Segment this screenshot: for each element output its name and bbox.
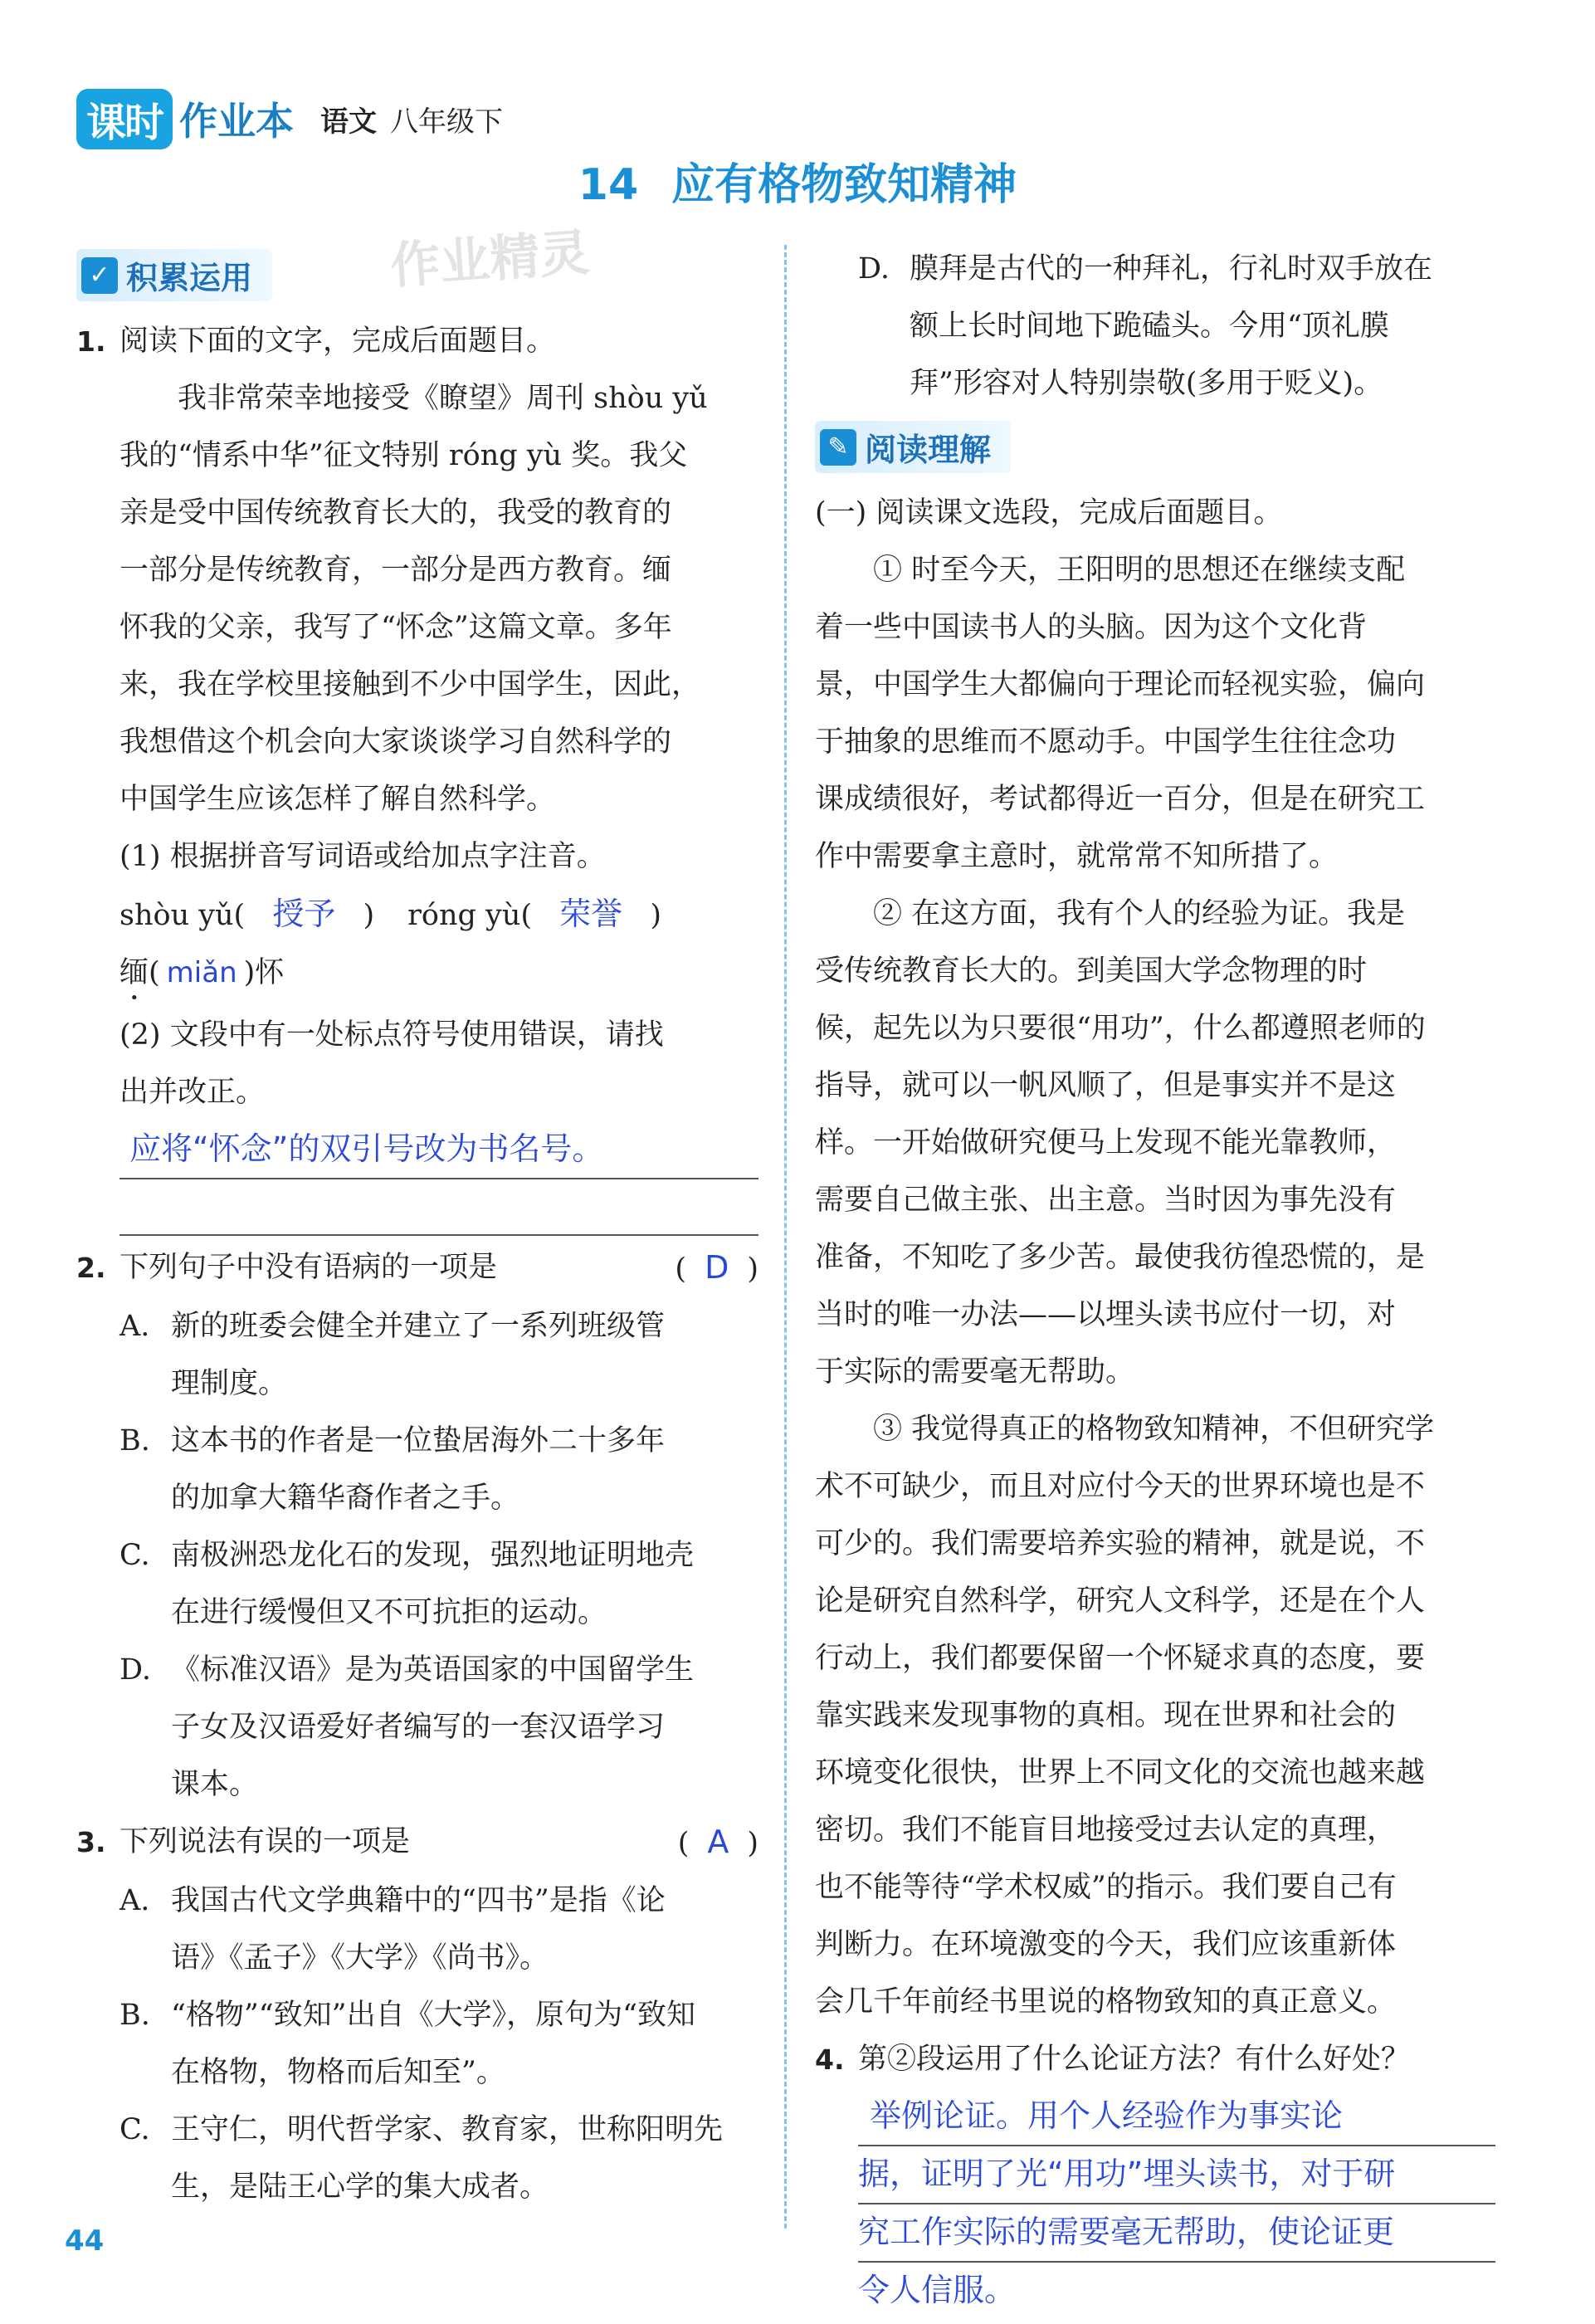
logo-box: 课时 [76,89,173,149]
q1-passage [120,370,758,828]
passage-line: 来，我在学校里接触到不少中国学生，因此， [120,668,701,701]
option-label: A. [120,1310,150,1343]
paragraph-line: 靠实践来发现事物的真相。现在世界和社会的 [815,1699,1397,1732]
question-prompt: 第②段运用了什么论证方法？有什么好处？ [858,2043,1411,2076]
part-title: (一) 阅读课文选段，完成后面题目。 [815,496,1283,530]
question-prompt: 阅读下面的文字，完成后面题目。 [120,325,556,358]
option-text [171,1872,758,1987]
watermark: 作业精灵 [388,223,592,296]
option-line: 的加拿大籍华裔作者之手。 [171,1482,520,1515]
paragraph-line: ① 时至今天，王阳明的思想还在继续支配 [873,554,1406,587]
option-label: B. [120,1424,150,1457]
question-prompt [120,1239,758,1298]
option-text [171,1298,758,1413]
option-text [171,1527,758,1642]
char-pinyin-item [120,945,758,1007]
option-line: 在进行缓慢但又不可抗拒的运动。 [171,1596,607,1629]
option-text [171,1987,758,2102]
header-grade: 八年级下 [390,105,504,139]
question-number: 2. [76,1252,106,1284]
option-label: B. [120,1999,150,2032]
handwritten-answer: 举例论证。用个人经验作为事实论 [870,2097,1344,2134]
question-prompt [120,1814,758,1872]
option-line: 《标准汉语》是为英语国家的中国留学生 [171,1653,695,1687]
open-paren: ( [675,1252,687,1286]
option-line: 拜”形容对人特别崇敬(多用于贬义)。 [910,367,1383,400]
lesson-number: 14 [578,160,639,210]
answer-paren [675,1239,758,1298]
question-4 [815,2031,1495,2088]
option-a [120,1298,758,1413]
passage-line: 亲是受中国传统教育长大的，我受的教育的 [120,496,672,530]
question-1 [76,313,758,370]
dotted-char: 缅 [120,956,149,989]
pinyin-item-1 [120,886,374,945]
passage-line: 我想借这个机会向大家谈谈学习自然科学的 [120,725,672,759]
q4-answer [858,2088,1495,2324]
option-d [858,241,1495,413]
lesson-title [0,149,1595,212]
prompt-text: 下列说法有误的一项是 [120,1825,411,1858]
option-line: 生，是陆王心学的集大成者。 [171,2170,549,2204]
question-number: 1. [76,325,106,358]
option-b [120,1987,758,2102]
paragraph-line: 受传统教育长大的。到美国大学念物理的时 [815,954,1368,988]
paragraph-line: 会几千年前经书里说的格物致知的真正意义。 [815,1985,1397,2019]
paragraph-line: 准备，不知吃了多少苦。最使我彷徨恐慌的，是 [815,1241,1426,1274]
option-text [910,241,1495,413]
answer-line [858,2204,1495,2263]
handwritten-answer: 令人信服。 [858,2272,1017,2308]
handwritten-answer: 究工作实际的需要毫无帮助，使论证更 [858,2214,1395,2250]
lesson-name: 应有格物致知精神 [671,160,1017,210]
option-line: 子女及汉语爱好者编写的一套汉语学习 [171,1711,666,1744]
option-line: 我国古代文学典籍中的“四书”是指《论 [171,1884,666,1917]
paragraph-line: 也不能等待“学术权威”的指示。我们要自己有 [815,1871,1397,1904]
passage-line: 我非常荣幸地接受《瞭望》周刊 shòu yǔ [178,382,708,415]
handwritten-answer: 应将“怀念”的双引号改为书名号。 [129,1130,604,1167]
pencil-icon: ✎ [820,429,856,466]
column-divider [784,245,787,2229]
option-label: A. [120,1884,150,1917]
option-label: C. [120,1539,150,1572]
answer-line [120,1121,758,1179]
open-paren: ( [677,1827,690,1860]
pinyin-label: shòu yǔ( [120,899,246,932]
header-subject: 语文 [320,105,378,139]
blank-answer-line [120,1179,758,1236]
option-a [120,1872,758,1987]
paragraph-line: 指导，就可以一帆风顺了，但是事实并不是这 [815,1069,1397,1102]
option-d [120,1642,758,1814]
q1-sub2-line: 出并改正。 [120,1076,266,1109]
option-label: D. [120,1653,151,1687]
option-text [171,1413,758,1527]
pinyin-answers [120,886,758,945]
passage-line: 一部分是传统教育，一部分是西方教育。缅 [120,554,672,587]
paragraph-line: ② 在这方面，我有个人的经验为证。我是 [873,897,1406,930]
close-paren: ) [747,1827,758,1860]
handwritten-answer: 授予 [272,896,336,932]
open-paren: ( [149,956,160,989]
option-line: 在格物，物格而后知至”。 [171,2056,505,2089]
option-label: D. [858,252,890,286]
paragraph-line: 着一些中国读书人的头脑。因为这个文化背 [815,611,1368,644]
option-line: 王守仁，明代哲学家、教育家，世称阳明先 [171,2113,724,2146]
paragraph-1 [815,542,1495,886]
pinyin-label: róng yù( [407,899,533,932]
paragraph-line: 景，中国学生大都偏向于理论而轻视实验，偏向 [815,668,1426,701]
option-line: 课本。 [171,1768,259,1801]
q1-sub1: (1) 根据拼音写词语或给加点字注音。 [120,840,606,873]
question-2 [76,1239,758,1298]
option-line: 膜拜是古代的一种拜礼，行礼时双手放在 [910,252,1433,286]
answer-line [858,2263,1495,2324]
prompt-text: 下列句子中没有语病的一项是 [120,1251,498,1284]
answer-line [858,2146,1495,2204]
handwritten-answer: 荣誉 [559,896,623,932]
option-text [171,1642,758,1814]
paragraph-line: 论是研究自然科学，研究人文科学，还是在个人 [815,1584,1426,1618]
option-text [171,2102,758,2216]
paragraph-line: 密切。我们不能盲目地接受过去认定的真理， [815,1814,1397,1847]
page-number: 44 [65,2224,105,2258]
paragraph-line: 行动上，我们都要保留一个怀疑求真的态度，要 [815,1642,1426,1675]
paragraph-line: 当时的唯一办法——以埋头读书应付一切，对 [815,1298,1397,1331]
passage-line: 我的“情系中华”征文特别 róng yù 奖。我父 [120,439,688,472]
option-line: 额上长时间地下跪磕头。今用“顶礼膜 [910,310,1389,343]
option-line: 理制度。 [171,1367,288,1400]
paragraph-line: 于抽象的思维而不愿动手。中国学生往往念功 [815,725,1397,759]
passage-line: 中国学生应该怎样了解自然科学。 [120,783,556,816]
close-paren: ) [363,899,375,932]
left-column [76,241,758,2216]
handwritten-answer: miǎn [166,956,237,989]
question-number: 3. [76,1826,106,1858]
passage-line: 怀我的父亲，我写了“怀念”这篇文章。多年 [120,611,672,644]
pinyin-item-2 [407,886,661,945]
paragraph-line: 需要自己做主张、出主意。当时因为事先没有 [815,1184,1397,1217]
paragraph-line: 候，起先以为只要很“用功”，什么都遵照老师的 [815,1012,1426,1045]
section-title: 阅读理解 [865,432,992,468]
paragraph-line: 课成绩很好，考试都得近一百分，但是在研究工 [815,783,1426,816]
option-line: 这本书的作者是一位蛰居海外二十多年 [171,1424,666,1457]
close-paren: ) [650,899,661,932]
check-icon: ✓ [81,257,118,294]
book-header [76,90,503,148]
option-c [120,2102,758,2216]
section-header-reading [815,421,1011,473]
option-line: 语》《孟子》《大学》《尚书》。 [171,1941,549,1975]
answer-paren [678,1814,758,1872]
option-c [120,1527,758,1642]
option-line: “格物”“致知”出自《大学》，原句为“致知 [171,1999,695,2032]
option-label: C. [120,2113,150,2146]
right-column [815,241,1495,2324]
paragraph-line: 判断力。在环境激变的今天，我们应该重新体 [815,1928,1397,1961]
close-paren: )怀 [243,956,285,989]
section-header-practice [76,249,272,301]
option-b [120,1413,758,1527]
q1-sub2-line: (2) 文段中有一处标点符号使用错误，请找 [120,1018,664,1052]
paragraph-line: 作中需要拿主意时，就常常不知所措了。 [815,840,1339,873]
option-line: 新的班委会健全并建立了一系列班级管 [171,1310,666,1343]
paragraph-3 [815,1401,1495,2031]
question-3 [76,1814,758,1872]
handwritten-answer: 据，证明了光“用功”埋头读书，对于研 [858,2156,1396,2192]
answer-line [858,2088,1495,2146]
paragraph-line: 于实际的需要毫无帮助。 [815,1355,1135,1389]
paragraph-line: 环境变化很快，世界上不同文化的交流也越来越 [815,1756,1426,1789]
question-number: 4. [815,2043,845,2076]
paragraph-line: 可少的。我们需要培养实验的精神，就是说，不 [815,1527,1426,1560]
section-title: 积累运用 [126,260,253,296]
close-paren: ) [747,1252,758,1286]
option-line: 南极洲恐龙化石的发现，强烈地证明地壳 [171,1539,695,1572]
paragraph-line: 样。一开始做研究便马上发现不能光靠教师， [815,1126,1397,1160]
handwritten-answer: D [705,1249,729,1286]
handwritten-answer: A [707,1824,729,1860]
paragraph-line: 术不可缺少，而且对应付今天的世界环境也是不 [815,1470,1426,1503]
paragraph-2 [815,886,1495,1401]
paragraph-line: ③ 我觉得真正的格物致知精神，不但研究学 [873,1413,1435,1446]
logo-text: 作业本 [179,99,295,144]
